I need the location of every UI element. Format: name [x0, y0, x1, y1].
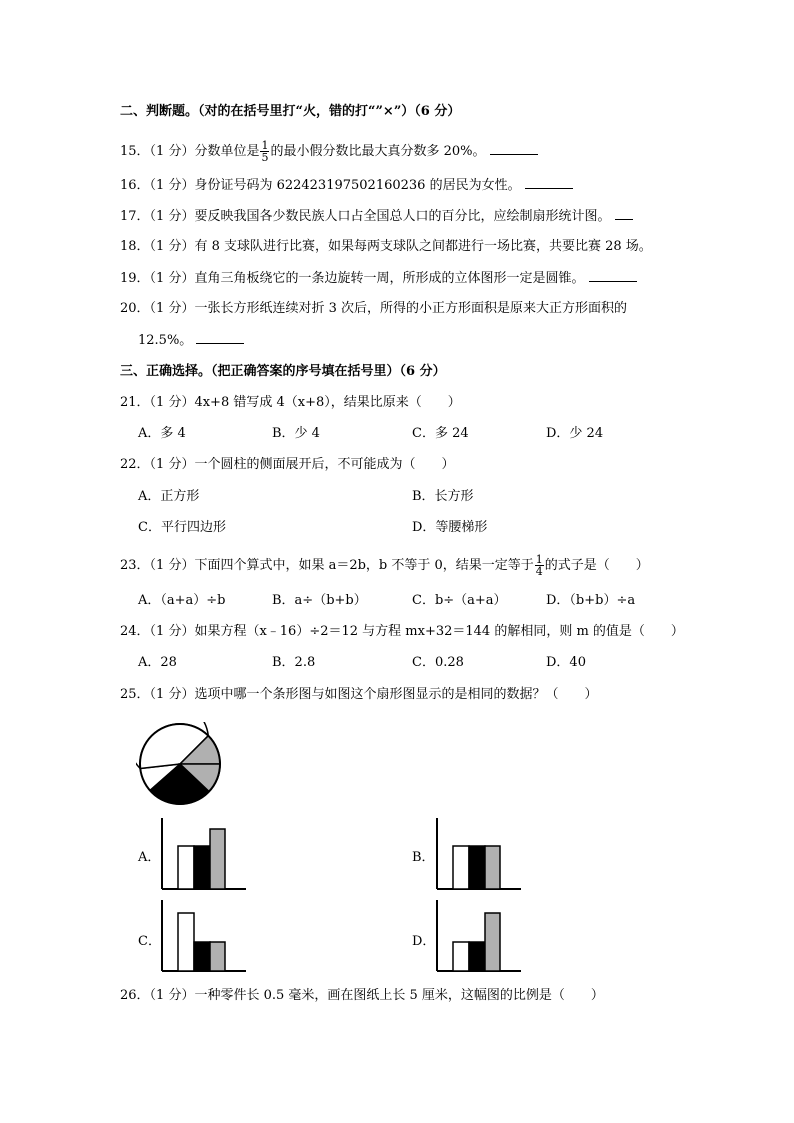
q16-text: 16．（1 分）身份证号码为 622423197502160236 的居民为女性。 [120, 178, 521, 193]
bar-d-white [453, 942, 469, 971]
q15-text-pre: 15．（1 分）分数单位是 [120, 144, 260, 159]
bar-c-white [178, 913, 194, 971]
q24-option-a[interactable]: A．28 [138, 655, 177, 670]
question-25: 25．（1 分）选项中哪一个条形图与如图这个扇形图显示的是相同的数据？（ ） [120, 687, 598, 702]
q25-option-a[interactable]: A． [138, 850, 161, 865]
q22-option-b[interactable]: B．长方形 [412, 489, 474, 504]
question-23 [120, 554, 649, 577]
q19-text: 19．（1 分）直角三角板绕它的一条边旋转一周，所形成的立体图形一定是圆锥。 [120, 271, 585, 286]
answer-blank-15[interactable] [490, 142, 538, 155]
question-26: 26．（1 分）一种零件长 0.5 毫米，画在图纸上长 5 厘米，这幅图的比例是（ ） [120, 988, 604, 1003]
bar-d-gray [485, 913, 500, 971]
question-20-cont [138, 331, 244, 350]
bar-b-gray [485, 846, 500, 889]
q22-option-d[interactable]: D．等腰梯形 [412, 520, 488, 535]
section3-heading: 三、正确选择。（把正确答案的序号填在括号里）（6 分） [120, 364, 446, 379]
question-15 [120, 140, 538, 163]
q25-option-b[interactable]: B． [412, 850, 435, 865]
bar-a-black [194, 846, 210, 889]
pie-chart [136, 722, 224, 806]
bar-chart-c [160, 900, 246, 974]
bar-b-white [453, 846, 469, 889]
bar-chart-d [435, 900, 521, 974]
question-20 [120, 300, 627, 318]
question-17 [120, 207, 633, 226]
q23-frac-num: 1 [535, 553, 543, 566]
question-22: 22．（1 分）一个圆柱的侧面展开后，不可能成为（ ） [120, 457, 455, 472]
q21-option-c[interactable]: C．多 24 [412, 426, 469, 441]
bar-c-gray [210, 942, 225, 971]
answer-blank-16[interactable] [525, 176, 573, 189]
bar-b-black [469, 846, 485, 889]
q15-frac-den: 5 [261, 151, 269, 164]
answer-blank-20[interactable] [196, 331, 244, 344]
question-21: 21．（1 分）4x+8 错写成 4（x+8），结果比原来（ ） [120, 395, 461, 410]
q21-option-d[interactable]: D．少 24 [546, 426, 604, 441]
q23-option-b[interactable]: B．a÷（b+b） [272, 593, 367, 608]
question-19 [120, 269, 637, 288]
q24-option-d[interactable]: D．40 [546, 655, 586, 670]
q25-option-d[interactable]: D． [412, 934, 436, 949]
bar-a-white [178, 846, 194, 889]
q23-text-pre: 23．（1 分）下面四个算式中，如果 a＝2b，b 不等于 0，结果一定等于 [120, 558, 534, 573]
bar-c-black [194, 942, 210, 971]
q20-text-a: 20．（1 分）一张长方形纸连续对折 3 次后，所得的小正方形面积是原来大正方形面积的 [120, 301, 627, 316]
answer-blank-19[interactable] [589, 269, 637, 282]
q24-option-c[interactable]: C．0.28 [412, 655, 464, 670]
q17-text: 17．（1 分）要反映我国各少数民族人口占全国总人口的百分比，应绘制扇形统计图。 [120, 209, 611, 224]
section2-heading: 二、判断题。（对的在括号里打“火，错的打“”×”）（6 分） [120, 104, 461, 119]
q20-text-b: 12.5%。 [138, 333, 193, 348]
fraction-1-4 [535, 554, 544, 577]
q23-option-d[interactable]: D．（b+b）÷a [546, 593, 636, 608]
q24-option-b[interactable]: B．2.8 [272, 655, 316, 670]
q22-option-a[interactable]: A．正方形 [138, 489, 200, 504]
q23-option-a[interactable]: A．（a+a）÷b [138, 593, 226, 608]
q23-frac-den: 4 [535, 565, 543, 578]
q21-option-a[interactable]: A．多 4 [138, 426, 186, 441]
answer-blank-17[interactable] [615, 207, 633, 220]
q25-option-c[interactable]: C． [138, 934, 161, 949]
bar-chart-b [435, 818, 521, 892]
question-16 [120, 176, 573, 195]
q15-text-post: 的最小假分数比最大真分数多 20%。 [270, 144, 486, 159]
q15-frac-num: 1 [261, 139, 269, 152]
q21-option-b[interactable]: B．少 4 [272, 426, 320, 441]
q18-text: 18．（1 分）有 8 支球队进行比赛，如果每两支球队之间都进行一场比赛，共要比赛 28 场。 [120, 239, 652, 254]
bar-a-gray [210, 829, 225, 889]
q23-text-post: 的式子是（ ） [544, 558, 649, 573]
bar-chart-a [160, 818, 246, 892]
q23-option-c[interactable]: C．b÷（a+a） [412, 593, 507, 608]
question-18 [120, 238, 652, 256]
question-24: 24．（1 分）如果方程（x﹣16）÷2＝12 与方程 mx+32＝144 的解相同，则 m 的值是（ ） [120, 624, 684, 639]
q22-option-c[interactable]: C．平行四边形 [138, 520, 226, 535]
fraction-1-5 [260, 140, 269, 163]
bar-d-black [469, 942, 485, 971]
